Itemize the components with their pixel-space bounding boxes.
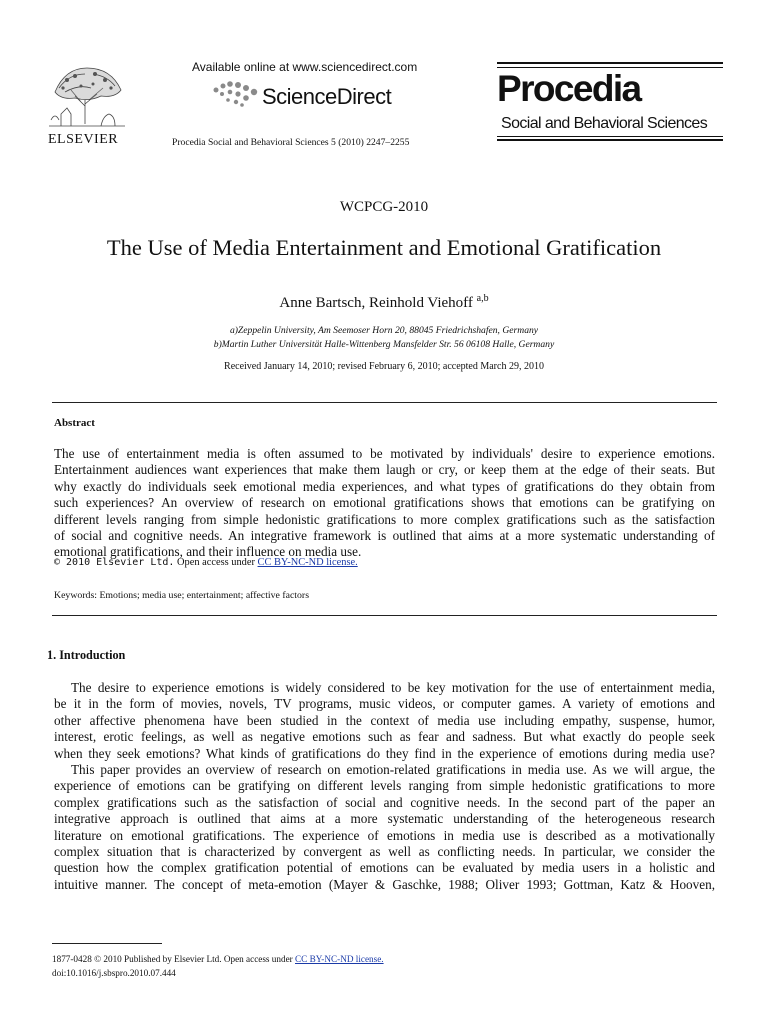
body-line: interest, erotic feelings, as well as negative emotions such as fear and sadness. But what exactly do people seek: [54, 729, 715, 745]
affiliation-b: b)Martin Luther Universität Halle-Wittenberg Mansfelder Str. 56 06108 Halle, Germany: [213, 339, 555, 350]
procedia-bottom-rule: [497, 139, 723, 141]
abstract-line: The use of entertainment media is often assumed to be motivated by individuals' desire to experience emotions.: [54, 446, 715, 461]
body-line: integrative approach is outlined that aims at a more systematic understanding of the heterogeneous research: [54, 811, 715, 827]
body-line: complex situation that is characterized by convergent as well as conflicting needs. In particular, we consider the: [54, 843, 715, 859]
body-line: other affective phenomena have been studied in the context of media use including empathy, suspense, humor,: [54, 712, 715, 728]
author-names: Anne Bartsch, Reinhold Viehoff: [279, 295, 473, 311]
abstract-line: why exactly do individuals seek emotional media experiences, and what types of gratifications do they obtain from: [54, 478, 715, 494]
issn-copyright: 1877-0428 © 2010 Published by Elsevier Ltd.: [52, 954, 222, 964]
copyright-line: [54, 557, 358, 568]
abstract-body: [54, 446, 715, 561]
abstract-line: such experiences? An overview of research on emotional gratifications shows that emotions can be gratifying on: [54, 495, 715, 511]
procedia-top-rule: [497, 62, 723, 64]
footer-license-link[interactable]: CC BY-NC-ND license.: [295, 954, 384, 964]
journal-subtitle: Social and Behavioral Sciences: [501, 115, 708, 132]
paper-title: The Use of Media Entertainment and Emotional Gratification: [106, 235, 662, 260]
available-online-text: Available online at www.sciencedirect.com: [192, 60, 418, 74]
journal-title: Procedia: [497, 68, 641, 109]
abstract-line: Entertainment audiences want experiences that make them laugh or cry, or keep them at the edge of their seats. But: [54, 462, 715, 478]
body-line: The desire to experience emotions is widely considered to be key motivation for the use of entertainment media,: [71, 680, 715, 695]
footer-open-access-text: Open access under: [223, 954, 293, 964]
body-line: literature on emotional gratifications. The experience of emotions in media use is described as a motivationally: [54, 827, 715, 843]
doi: doi:10.1016/j.sbspro.2010.07.444: [52, 968, 176, 978]
journal-reference: Procedia Social and Behavioral Sciences 5 (2010) 2247–2255: [172, 137, 410, 148]
body-line: question how the complex gratification potential of emotions can be evaluated by media users in a holistic and: [54, 860, 715, 876]
footer-issn-line: [52, 954, 384, 964]
abstract-line: of social and cognitive needs. An integrative framework is outlined that aims at a more systematic understanding of: [54, 527, 715, 543]
introduction-body: [54, 680, 715, 893]
sciencedirect-wordmark: ScienceDirect: [262, 84, 392, 109]
section-heading-introduction: 1. Introduction: [47, 648, 126, 662]
body-line: This paper provides an overview of research on emotion-related gratifications in media use. As we will argue, the: [71, 761, 715, 777]
license-link[interactable]: CC BY-NC-ND license.: [257, 557, 358, 568]
sciencedirect-dots-icon: [212, 80, 260, 108]
paper-authors: [0, 293, 768, 312]
body-line: complex gratifications such as the satisfaction of social and cognitive needs. In the second part of the paper an: [54, 794, 715, 810]
conference-name: WCPCG-2010: [339, 199, 429, 215]
body-line: intuitive manner. The concept of meta-emotion (Mayer & Gaschke, 1988; Oliver 1993; Gottman, Katz & Hooven,: [54, 876, 715, 892]
abstract-line: different levels ranging from simple hedonistic gratifications to more complex gratifications such as the satisfaction: [54, 511, 715, 527]
divider: [52, 615, 717, 616]
body-line: when they seek emotions? What kinds of gratifications do they find in the experience of emotions during media use?: [54, 745, 715, 761]
divider: [52, 402, 717, 403]
procedia-bottom-rule-thin: [497, 136, 723, 137]
body-line: be it in the form of movies, novels, TV programs, music videos, or computer games. A variety of emotions and: [54, 696, 715, 712]
body-line: experience of emotions can be gratifying on different levels ranging from simple hedonistic gratifications to more: [54, 778, 715, 794]
copyright-text: © 2010 Elsevier Ltd.: [54, 557, 175, 568]
affiliation-a: a)Zeppelin University, Am Seemoser Horn 20, 88045 Friedrichshafen, Germany: [229, 325, 539, 336]
open-access-text: Open access under: [177, 557, 255, 568]
author-affiliation-marks: a,b: [476, 293, 489, 304]
publisher-name: ELSEVIER: [48, 132, 119, 147]
abstract-heading: Abstract: [54, 417, 95, 429]
received-dates: Received January 14, 2010; revised February 6, 2010; accepted March 29, 2010: [224, 361, 544, 372]
abstract-line: emotional gratifications, and their influence on media use.: [54, 544, 362, 560]
footnote-rule: [52, 943, 162, 944]
keywords: Keywords: Emotions; media use; entertainment; affective factors: [54, 590, 310, 601]
